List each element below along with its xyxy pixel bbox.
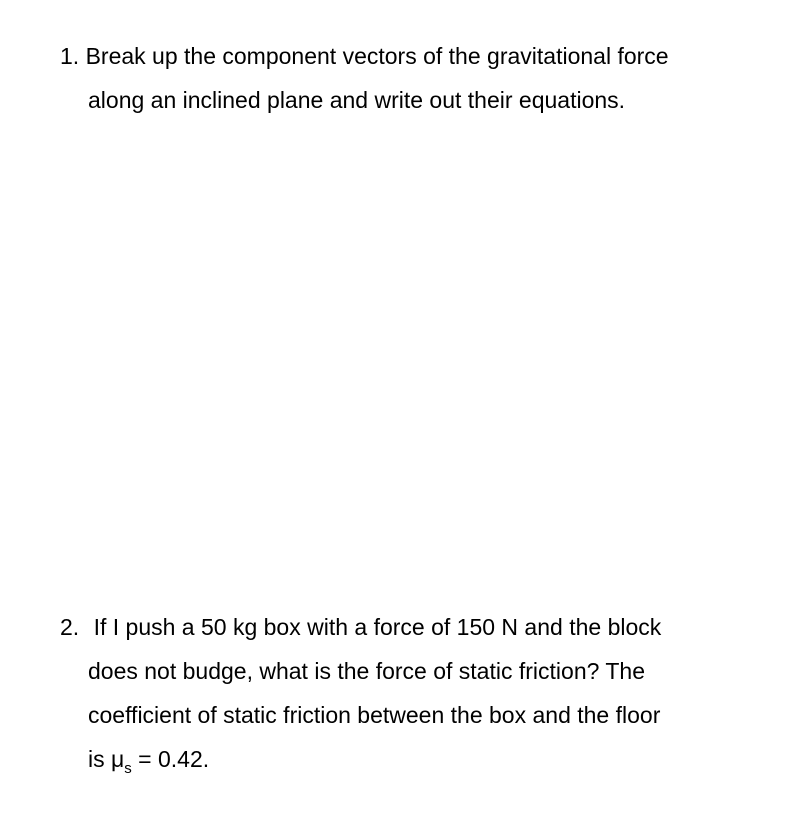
question-1-line-1 xyxy=(60,34,760,78)
question-1-text-line-2: along an inclined plane and write out their equations. xyxy=(88,87,626,113)
question-1-number: 1. xyxy=(60,43,80,69)
question-1-text-line-1: Break up the component vectors of the gravitational force xyxy=(85,43,669,69)
question-2 xyxy=(60,605,760,781)
question-2-number: 2. xyxy=(60,614,80,640)
question-2-line-1 xyxy=(60,605,760,649)
question-1 xyxy=(60,34,760,122)
question-2-text-line-4 xyxy=(60,737,760,781)
mu-subscript: s xyxy=(124,760,132,777)
mu-value: = 0.42. xyxy=(131,746,210,772)
question-2-text-line-2: does not budge, what is the force of static friction? The xyxy=(88,658,646,684)
answer-space xyxy=(60,130,760,570)
question-2-text-line-1: If I push a 50 kg box with a force of 150 N and the block xyxy=(93,614,662,640)
question-2-text-line-3: coefficient of static friction between the box and the floor xyxy=(88,702,661,728)
mu-prefix: is μ xyxy=(88,746,125,772)
